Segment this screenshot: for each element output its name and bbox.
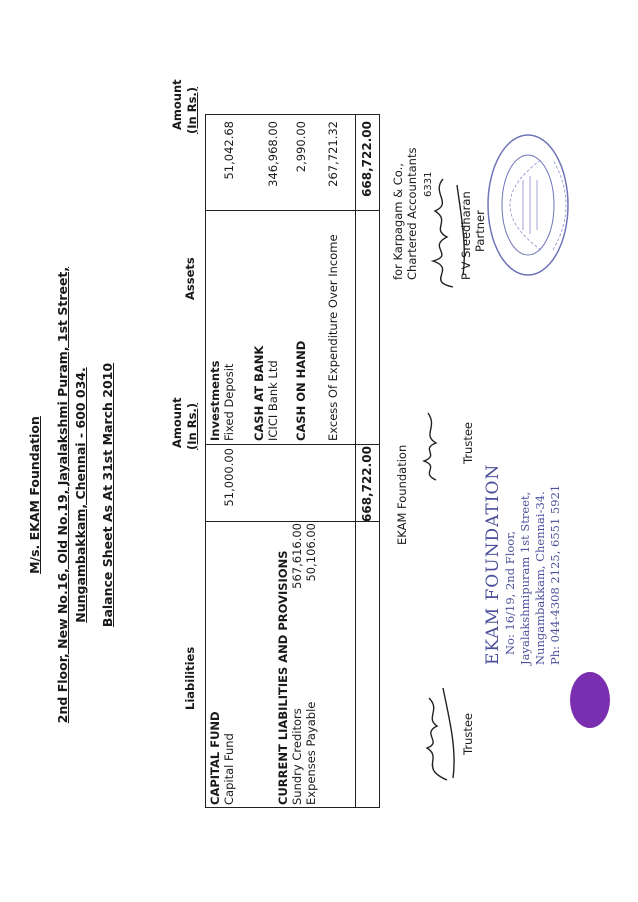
balance-table (205, 114, 380, 808)
expenses-payable: Expenses Payable (304, 701, 318, 805)
trustee1-signature (413, 678, 459, 788)
sundry-creditors-amount: 567,616.00 (290, 523, 304, 589)
stamp-line-2: Jayalakshmipuram 1st Street, (518, 491, 532, 665)
assets-total: 668,722.00 (360, 121, 374, 197)
auditor-firm: for Karpagam & Co., (391, 163, 405, 280)
stamp-line-4: Ph: 044-4308 2125, 6551 5921 (548, 484, 562, 665)
divider-amount-right (206, 210, 379, 211)
sheet-title: Balance Sheet As At 31st March 2010 (100, 362, 115, 628)
current-liabilities-heading: CURRENT LIABILITIES AND PROVISIONS (276, 550, 290, 805)
excess-amount: 267,721.32 (326, 121, 340, 187)
auditor-title: Chartered Accountants (405, 147, 419, 280)
fixed-deposit: Fixed Deposit (222, 363, 236, 441)
investments-heading: Investments (208, 360, 222, 441)
partner-title: Partner (473, 210, 487, 252)
col-assets: Assets (183, 257, 197, 300)
trustee1-label: Trustee (461, 712, 475, 755)
svg-text:6331: 6331 (423, 171, 434, 197)
col-amount-right: Amount (170, 79, 184, 130)
ekam-stamp (483, 464, 563, 665)
expenses-payable-amount: 50,106.00 (304, 523, 318, 582)
cash-at-bank-heading: CASH AT BANK (252, 345, 266, 441)
cash-on-hand-heading: CASH ON HAND (294, 340, 308, 441)
partner-name: P V Sreedharan (459, 191, 473, 280)
col-liabilities: Liabilities (183, 646, 197, 710)
stamp-line-3: Nungambakkam, Chennai-34. (533, 491, 547, 665)
ca-seal-icon (483, 130, 573, 280)
balance-sheet-page (5, 40, 605, 880)
col-amount-left: Amount (170, 397, 184, 448)
org-name: M/s. EKAM Foundation (27, 416, 42, 574)
col-amount-right-unit: (In Rs.) (185, 86, 199, 134)
col-amount-left-unit: (In Rs.) (185, 402, 199, 450)
capital-fund-item: Capital Fund (222, 733, 236, 805)
total-rule (355, 115, 356, 807)
stamp-line-1: No: 16/19, 2nd Floor, (503, 530, 517, 655)
ink-blot (570, 672, 610, 728)
excess-expenditure: Excess Of Expenditure Over Income (326, 234, 340, 441)
icici-bank: ICICI Bank Ltd (266, 360, 280, 441)
address-line-2: Nungambakkam, Chennai - 600 034. (73, 367, 88, 623)
capital-fund-amount: 51,000.00 (222, 448, 236, 507)
liabilities-total: 668,722.00 (360, 446, 374, 522)
trustee2-label: Trustee (461, 421, 475, 464)
ekam-foundation-label: EKAM Foundation (395, 444, 409, 545)
sundry-creditors: Sundry Creditors (290, 708, 304, 805)
stamp-name: EKAM FOUNDATION (483, 463, 503, 665)
divider-assets (206, 444, 379, 445)
fixed-deposit-amount: 51,042.68 (222, 121, 236, 180)
cash-on-hand-amount: 2,990.00 (294, 121, 308, 173)
capital-fund-heading: CAPITAL FUND (208, 711, 222, 805)
address-line-1: 2nd Floor, New No.16, Old No.19, Jayalakshmi Puram, 1st Street, (55, 266, 70, 724)
trustee2-signature (410, 405, 450, 485)
icici-amount: 346,968.00 (266, 121, 280, 187)
